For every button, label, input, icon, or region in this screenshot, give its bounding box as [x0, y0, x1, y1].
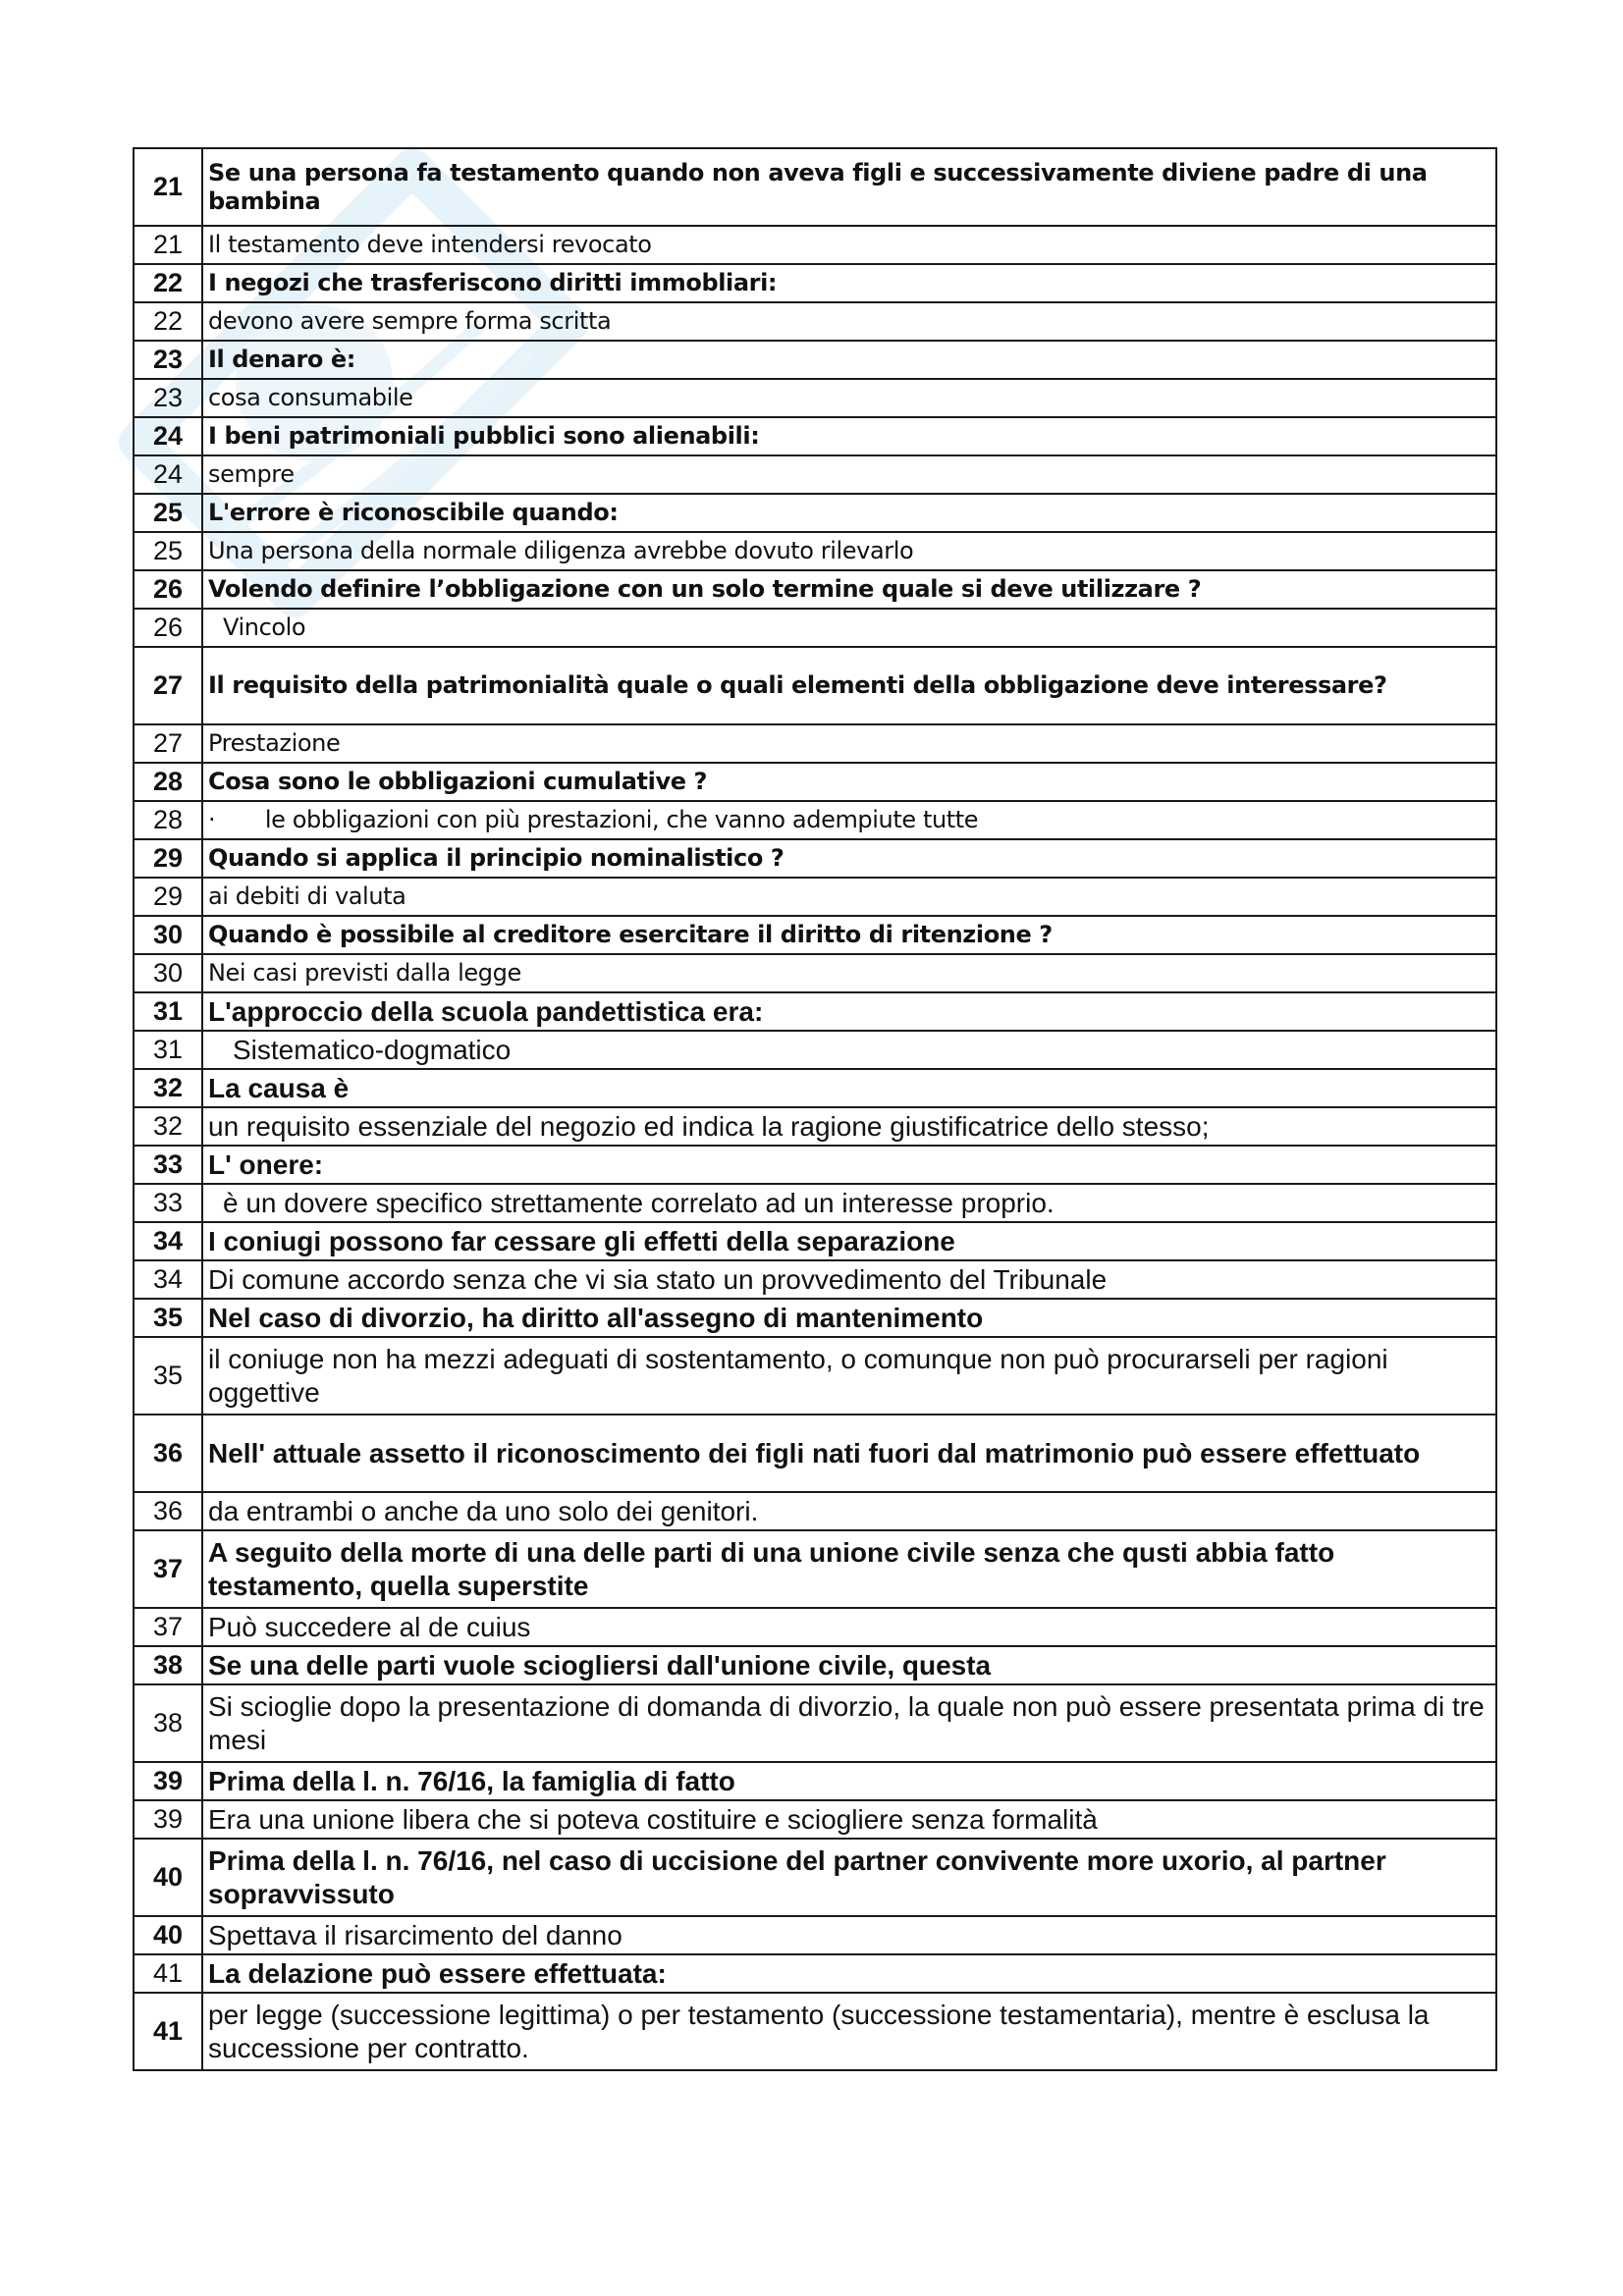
answer-text: il coniuge non ha mezzi adeguati di sostentamento, o comunque non può procurarseli per ragioni oggettive [202, 1337, 1496, 1415]
table-row [134, 1608, 1496, 1646]
question-number: 36 [134, 1415, 202, 1492]
table-row [134, 647, 1496, 724]
answer-text: un requisito essenziale del negozio ed indica la ragione giustificatrice dello stesso; [202, 1107, 1496, 1146]
answer-number: 25 [134, 532, 202, 570]
table-row [134, 1530, 1496, 1608]
question-text: Nell' attuale assetto il riconoscimento dei figli nati fuori dal matrimonio può essere effettuato [202, 1415, 1496, 1492]
question-text: Prima della l. n. 76/16, nel caso di uccisione del partner convivente more uxorio, al partner sopravvissuto [202, 1839, 1496, 1916]
answer-number: 33 [134, 1184, 202, 1222]
question-number: 23 [134, 341, 202, 379]
answer-number: 39 [134, 1800, 202, 1839]
question-text: L' onere: [202, 1146, 1496, 1184]
question-number: 22 [134, 264, 202, 302]
table-row [134, 1684, 1496, 1762]
answer-text: ai debiti di valuta [202, 878, 1496, 916]
question-number: 29 [134, 839, 202, 878]
question-text: Volendo definire l’obbligazione con un solo termine quale si deve utilizzare ? [202, 570, 1496, 609]
question-number: 41 [134, 1954, 202, 1993]
table-row [134, 1839, 1496, 1916]
question-text: I negozi che trasferiscono diritti immobliari: [202, 264, 1496, 302]
question-number: 33 [134, 1146, 202, 1184]
question-number: 35 [134, 1299, 202, 1337]
answer-number: 26 [134, 609, 202, 647]
question-number: 40 [134, 1839, 202, 1916]
question-number: 31 [134, 992, 202, 1031]
table-row [134, 1415, 1496, 1492]
table-row [134, 954, 1496, 992]
table-row [134, 916, 1496, 954]
table-row [134, 1260, 1496, 1299]
question-text: Nel caso di divorzio, ha diritto all'assegno di mantenimento [202, 1299, 1496, 1337]
table-row [134, 763, 1496, 801]
question-text: Se una persona fa testamento quando non aveva figli e successivamente diviene padre di una bambina [202, 148, 1496, 226]
table-row [134, 570, 1496, 609]
table-row [134, 455, 1496, 494]
question-text: Il denaro è: [202, 341, 1496, 379]
table-row [134, 417, 1496, 455]
answer-text: Prestazione [202, 724, 1496, 763]
question-text: La causa è [202, 1069, 1496, 1107]
table-row [134, 1993, 1496, 2070]
table-row [134, 1762, 1496, 1800]
table-row [134, 839, 1496, 878]
answer-number: 22 [134, 302, 202, 341]
answer-number: 32 [134, 1107, 202, 1146]
answer-text: Di comune accordo senza che vi sia stato un provvedimento del Tribunale [202, 1260, 1496, 1299]
table-row [134, 264, 1496, 302]
question-text: Il requisito della patrimonialità quale o quali elementi della obbligazione deve interessare? [202, 647, 1496, 724]
answer-text: Una persona della normale diligenza avrebbe dovuto rilevarlo [202, 532, 1496, 570]
table-row [134, 379, 1496, 417]
question-number: 26 [134, 570, 202, 609]
table-row [134, 1492, 1496, 1530]
answer-number: 40 [134, 1916, 202, 1954]
question-number: 34 [134, 1222, 202, 1260]
table-row [134, 1107, 1496, 1146]
answer-number: 31 [134, 1031, 202, 1069]
answer-text: Nei casi previsti dalla legge [202, 954, 1496, 992]
table-row [134, 341, 1496, 379]
table-row [134, 1146, 1496, 1184]
table-row [134, 532, 1496, 570]
table-row [134, 1069, 1496, 1107]
answer-number: 37 [134, 1608, 202, 1646]
table-row [134, 724, 1496, 763]
question-text: Cosa sono le obbligazioni cumulative ? [202, 763, 1496, 801]
question-number: 28 [134, 763, 202, 801]
question-number: 37 [134, 1530, 202, 1608]
table-row [134, 1299, 1496, 1337]
answer-number: 21 [134, 226, 202, 264]
table-row [134, 992, 1496, 1031]
answer-text: · le obbligazioni con più prestazioni, che vanno adempiute tutte [202, 801, 1496, 839]
answer-number: 24 [134, 455, 202, 494]
table-row [134, 1222, 1496, 1260]
answer-text: Spettava il risarcimento del danno [202, 1916, 1496, 1954]
answer-text: Era una unione libera che si poteva costituire e sciogliere senza formalità [202, 1800, 1496, 1839]
answer-number: 41 [134, 1993, 202, 2070]
table-row [134, 878, 1496, 916]
question-text: Quando è possibile al creditore esercitare il diritto di ritenzione ? [202, 916, 1496, 954]
answer-number: 34 [134, 1260, 202, 1299]
question-number: 39 [134, 1762, 202, 1800]
answer-text: Si scioglie dopo la presentazione di domanda di divorzio, la quale non può essere presentata prima di tre mesi [202, 1684, 1496, 1762]
answer-text: da entrambi o anche da uno solo dei genitori. [202, 1492, 1496, 1530]
question-number: 30 [134, 916, 202, 954]
table-row [134, 609, 1496, 647]
table-row [134, 1184, 1496, 1222]
question-number: 24 [134, 417, 202, 455]
question-text: Quando si applica il principio nominalistico ? [202, 839, 1496, 878]
question-text: A seguito della morte di una delle parti di una unione civile senza che qusti abbia fatto testamento, quella superstite [202, 1530, 1496, 1608]
answer-text: devono avere sempre forma scritta [202, 302, 1496, 341]
answer-number: 29 [134, 878, 202, 916]
table-row [134, 1800, 1496, 1839]
table-row [134, 1954, 1496, 1993]
answer-text: per legge (successione legittima) o per testamento (successione testamentaria), mentre è esclusa la successione per contratto. [202, 1993, 1496, 2070]
answer-number: 27 [134, 724, 202, 763]
question-number: 32 [134, 1069, 202, 1107]
answer-text: sempre [202, 455, 1496, 494]
question-number: 27 [134, 647, 202, 724]
table-row [134, 1916, 1496, 1954]
question-text: Se una delle parti vuole sciogliersi dall'unione civile, questa [202, 1646, 1496, 1684]
answer-number: 28 [134, 801, 202, 839]
table-row [134, 801, 1496, 839]
table-row [134, 226, 1496, 264]
answer-text: cosa consumabile [202, 379, 1496, 417]
answer-number: 38 [134, 1684, 202, 1762]
answer-text: Sistematico-dogmatico [202, 1031, 1496, 1069]
answer-text: Il testamento deve intendersi revocato [202, 226, 1496, 264]
question-number: 21 [134, 148, 202, 226]
question-text: I coniugi possono far cessare gli effetti della separazione [202, 1222, 1496, 1260]
answer-text: Può succedere al de cuius [202, 1608, 1496, 1646]
table-row [134, 494, 1496, 532]
question-number: 25 [134, 494, 202, 532]
answer-text: è un dovere specifico strettamente correlato ad un interesse proprio. [202, 1184, 1496, 1222]
answer-text: Vincolo [202, 609, 1496, 647]
table-row [134, 1646, 1496, 1684]
table-row [134, 1337, 1496, 1415]
answer-number: 35 [134, 1337, 202, 1415]
table-row [134, 1031, 1496, 1069]
answer-number: 36 [134, 1492, 202, 1530]
question-text: L'errore è riconoscibile quando: [202, 494, 1496, 532]
answer-number: 23 [134, 379, 202, 417]
question-number: 38 [134, 1646, 202, 1684]
question-text: Prima della l. n. 76/16, la famiglia di fatto [202, 1762, 1496, 1800]
questions-table [133, 147, 1497, 2071]
question-text: I beni patrimoniali pubblici sono alienabili: [202, 417, 1496, 455]
answer-number: 30 [134, 954, 202, 992]
table-row [134, 302, 1496, 341]
table-row [134, 148, 1496, 226]
question-text: La delazione può essere effettuata: [202, 1954, 1496, 1993]
question-text: L'approccio della scuola pandettistica era: [202, 992, 1496, 1031]
